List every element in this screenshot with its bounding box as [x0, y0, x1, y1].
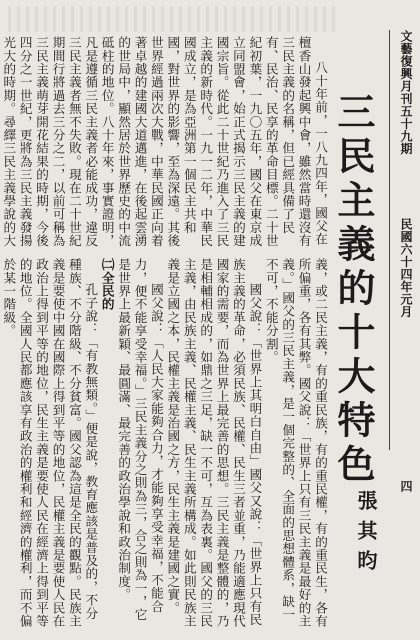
- header-rule: [389, 30, 390, 450]
- body-paragraph: 八十年前，一八九四年，國父在檀香山發起興中會，雖然當時還沒有三民主義的名稱，但已經具備了民有、民治、民享的革命目標。二十世紀初葉，一九〇五年，國父在東京成立同盟會，始正式揭示三民主義的建國宗旨。從此二十世紀乃進入了三民主義的新時代。一九一二年，中華民國成立，是為亞洲第一個民主共和國，對世界的影響，至為深遠。其後世界經過兩次大戰，中華民國正向着著卓越的建國大道邁進，在後起雲湧的世局中，顯然居於世界歷史的中流砥柱的地位。八十年來，事實證明，凡是遵循三民主義者必能成功，違反三民主義者無不失敗。現在二十世紀期間行將過去三分之二，以前可稱為三民主義萌芽開花結果的時期，今後四分之一世紀，更將為三民主義發揚光大的時期。尋繹三民主義學說的大: [1, 36, 328, 248]
- section-heading-2: ㈡全民的: [99, 258, 115, 311]
- issue-date: 民國六十四年元月: [399, 218, 413, 318]
- upper-body-text: [1, 36, 328, 250]
- lower-body-text: [1, 258, 328, 630]
- body-paragraph: 孔子說：「有教無類。」便是說，教育應該是普及的，不分種族、不分階級、不分貧富。國父認為這是全民的觀點。民族主義是要使中國在國際上得到平等的地位，民權主義是要使人民在政治上得到平等的地位，民生主義是要使人民在經濟上得到平等的地位。全國人民都應該享有政治的權利和經濟的權利，而不偏於某一階級。: [1, 258, 99, 628]
- article-title: 三民主義的十大特色: [331, 92, 376, 488]
- page-number: 四: [399, 480, 413, 492]
- scan-noise: [8, 6, 338, 32]
- body-paragraph: 國父說：「世界上其明白自由」國父又說：「世界上只有民族主義的革命，必須民族、民權、民生三者並重，乃能適應現代國家的需要，而為世界上最完善的思想。三民主義是整體的，乃是相輔相成的，如鼎之三足，缺一不可，互為表裏。國父的三民主義，由民族主義、民權主義、民生主義所構成。如此則民族主義是立國之本，民權主義是治國之方，民生主義是建國之實。: [165, 258, 263, 628]
- body-paragraph: 義，或二民主義，有的重民族，有的重民權，有的重民生，各有所偏重，各有其弊。國父說：「世界上只有三民主義是最好的主義。」國父的三民主義，是一個完整的、全面的思想體系，缺一不可，不能分割。: [263, 258, 328, 628]
- journal-title: 文藝復興月刊五十九期: [399, 30, 413, 155]
- article-author: 張其昀: [354, 490, 378, 580]
- body-paragraph: 國父說：「人民大家能夠合力，才能夠享受幸福，不能合力，便不能享受幸福。」三民主義分之則為三，合之則為一，它是世界上最新穎、最圓滿、最完善的政治學說和政治制度。: [116, 258, 164, 622]
